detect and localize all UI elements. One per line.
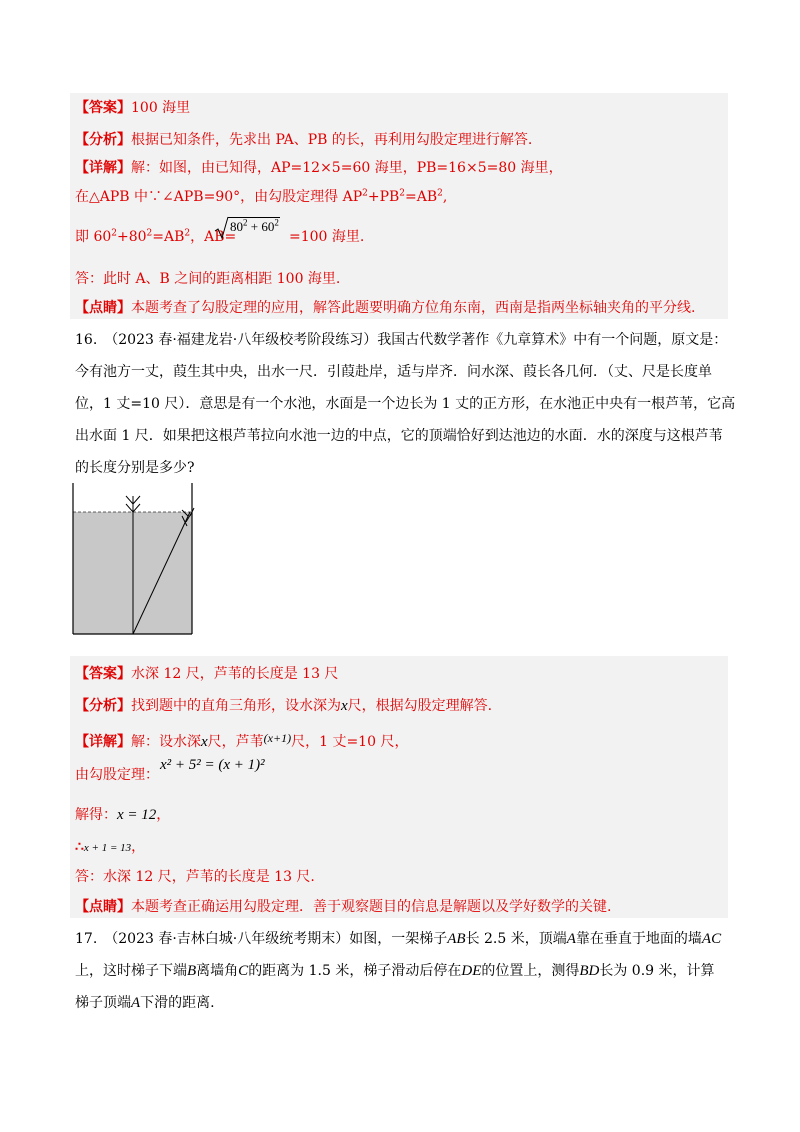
equation: x² + 5² = (x + 1)² (160, 757, 265, 773)
q17-line-2 (75, 962, 715, 980)
q15-detail-line-1 (75, 159, 563, 177)
comment-text: 本题考查了勾股定理的应用，解答此题要明确方位角东南，西南是指两坐标轴夹角的平分线. (131, 300, 696, 316)
q16-comment-line (75, 898, 611, 916)
detail-text: , (442, 189, 448, 205)
comment-tag: 【点睛】 (75, 899, 131, 915)
variable: DE (461, 963, 482, 979)
comment-tag: 【点睛】 (75, 300, 131, 316)
detail-text: 解：如图，由已知得，AP=12×5=60 海里，PB=16×5=80 海里， (131, 160, 563, 176)
q16-conclusion (75, 868, 315, 886)
variable: C (238, 963, 249, 979)
q16-line-4 (75, 427, 723, 445)
question-text: 位，1 丈=10 尺）．意思是有一个水池，水面是一个边长为 1 丈的正方形，在水池正中央有一根芦苇，它高 (75, 396, 736, 412)
answer-tag: 【答案】 (75, 100, 131, 116)
q16-answer-line (75, 665, 338, 683)
q16-analysis-line (75, 697, 492, 715)
answer-text: 100 海里 (131, 100, 191, 116)
detail-text: ， (156, 807, 171, 823)
q15-conclusion (75, 270, 340, 288)
detail-text: 解得： (75, 807, 117, 823)
question-text: 长为 0.9 米，计算 (599, 963, 715, 979)
radicand-term: 80 (230, 219, 243, 234)
question-text: 出水面 1 尺．如果把这根芦苇拉向水池一边的中点，它的顶端恰好到达池边的水面．水的深度与这根芦苇 (75, 428, 723, 444)
answer-tag: 【答案】 (75, 666, 131, 682)
question-text: 的位置上，测得 (481, 963, 580, 979)
variable: A (566, 931, 576, 947)
detail-text: 由勾股定理： (75, 767, 159, 783)
detail-text: ，AB= (190, 229, 237, 245)
analysis-text: 尺，根据勾股定理解答. (347, 698, 493, 714)
superscript: 2 (111, 228, 117, 239)
analysis-text: 根据已知条件，先求出 PA、PB 的长，再利用勾股定理进行解答. (131, 132, 533, 148)
detail-text: 即 60 (75, 229, 112, 245)
question-text: 梯子顶端 (75, 995, 131, 1011)
variable: AC (701, 931, 722, 947)
detail-text: =AB (152, 229, 185, 245)
q15-comment-line (75, 299, 695, 317)
variable-x: x (201, 734, 208, 750)
q16-detail-line (75, 729, 408, 751)
superscript: 2 (362, 188, 368, 199)
detail-text: =AB (405, 189, 438, 205)
variable: BD (579, 963, 600, 979)
equation: x = 12 (117, 807, 157, 823)
q17-line-1 (75, 930, 721, 948)
question-text: 靠在垂直于地面的墙 (575, 931, 702, 947)
question-text: 长 2.5 米，顶端 (465, 931, 567, 947)
question-text: 16. （2023 春·福建龙岩·八年级校考阶段练习）我国古代数学著作《九章算术》中有一个问题，原文是： (75, 332, 728, 348)
question-text: 今有池方一丈，葭生其中央，出水一尺．引葭赴岸，适与岸齐．问水深、葭长各几何．（丈、尺是长度单 (75, 364, 712, 380)
conclusion-text: 答：此时 A、B 之间的距离相距 100 海里. (75, 271, 341, 287)
q16-line-3 (75, 395, 735, 413)
radicand (230, 219, 279, 235)
radicand-term: + 60 (247, 219, 275, 234)
detail-text: ， (131, 839, 146, 855)
superscript: 2 (243, 217, 248, 228)
therefore-symbol: ∴ (75, 839, 84, 855)
detail-text: =100 海里. (289, 229, 365, 245)
q16-pyth-line (75, 766, 159, 784)
q15-analysis-line (75, 131, 532, 149)
pond-reed-figure (66, 482, 202, 638)
radical-bar (228, 217, 280, 218)
detail-text: +PB (367, 189, 400, 205)
q16-pyth-equation (160, 756, 265, 774)
q17-line-3 (75, 994, 215, 1012)
superscript: 2 (437, 188, 443, 199)
detail-tag: 【详解】 (75, 160, 131, 176)
q15-answer-line (75, 99, 190, 117)
q15-detail-line-3-tail (289, 228, 364, 246)
question-text: 离墙角 (196, 963, 239, 979)
q16-line-5 (75, 459, 195, 477)
variable-x: x (341, 698, 348, 714)
variable: AB (447, 931, 466, 947)
superscript: 2 (146, 228, 153, 239)
q15-detail-line-2 (75, 188, 447, 206)
detail-text: 尺，1 丈=10 尺， (291, 734, 409, 750)
detail-text: 尺，芦苇 (207, 734, 264, 750)
question-text: 的长度分别是多少? (75, 460, 195, 476)
detail-text: 解：设水深 (131, 734, 201, 750)
question-text: 17. （2023 春·吉林白城·八年级统考期末）如图，一架梯子 (75, 931, 448, 947)
q16-line-2 (75, 363, 712, 381)
analysis-tag: 【分析】 (75, 698, 131, 714)
analysis-text: 找到题中的直角三角形，设水深为 (131, 698, 341, 714)
superscript: 2 (184, 228, 191, 239)
conclusion-text: 答：水深 12 尺，芦苇的长度是 13 尺. (75, 869, 315, 885)
q16-therefore-line (75, 838, 145, 857)
superscript: 2 (274, 217, 279, 228)
question-text: 上，这时梯子下端 (75, 963, 187, 979)
question-text: 的距离为 1.5 米，梯子滑动后停在 (248, 963, 462, 979)
detail-tag: 【详解】 (75, 734, 131, 750)
detail-text: +80 (117, 229, 147, 245)
detail-text: 在△APB 中∵∠APB=90°，由勾股定理得 AP (75, 189, 363, 205)
superscript: 2 (399, 188, 406, 199)
q16-line-1 (75, 331, 727, 349)
variable: A (131, 995, 141, 1011)
variable: B (187, 963, 197, 979)
radical-sign (214, 216, 230, 240)
analysis-tag: 【分析】 (75, 132, 131, 148)
equation: x + 1 = 13 (83, 842, 132, 854)
q16-solve-line (75, 806, 170, 824)
answer-text: 水深 12 尺，芦苇的长度是 13 尺 (131, 666, 339, 682)
q15-detail-line-3 (75, 228, 236, 246)
question-text: 下滑的距离. (140, 995, 215, 1011)
expression: (x+1) (263, 731, 292, 745)
comment-text: 本题考查正确运用勾股定理．善于观察题目的信息是解题以及学好数学的关键. (131, 899, 612, 915)
